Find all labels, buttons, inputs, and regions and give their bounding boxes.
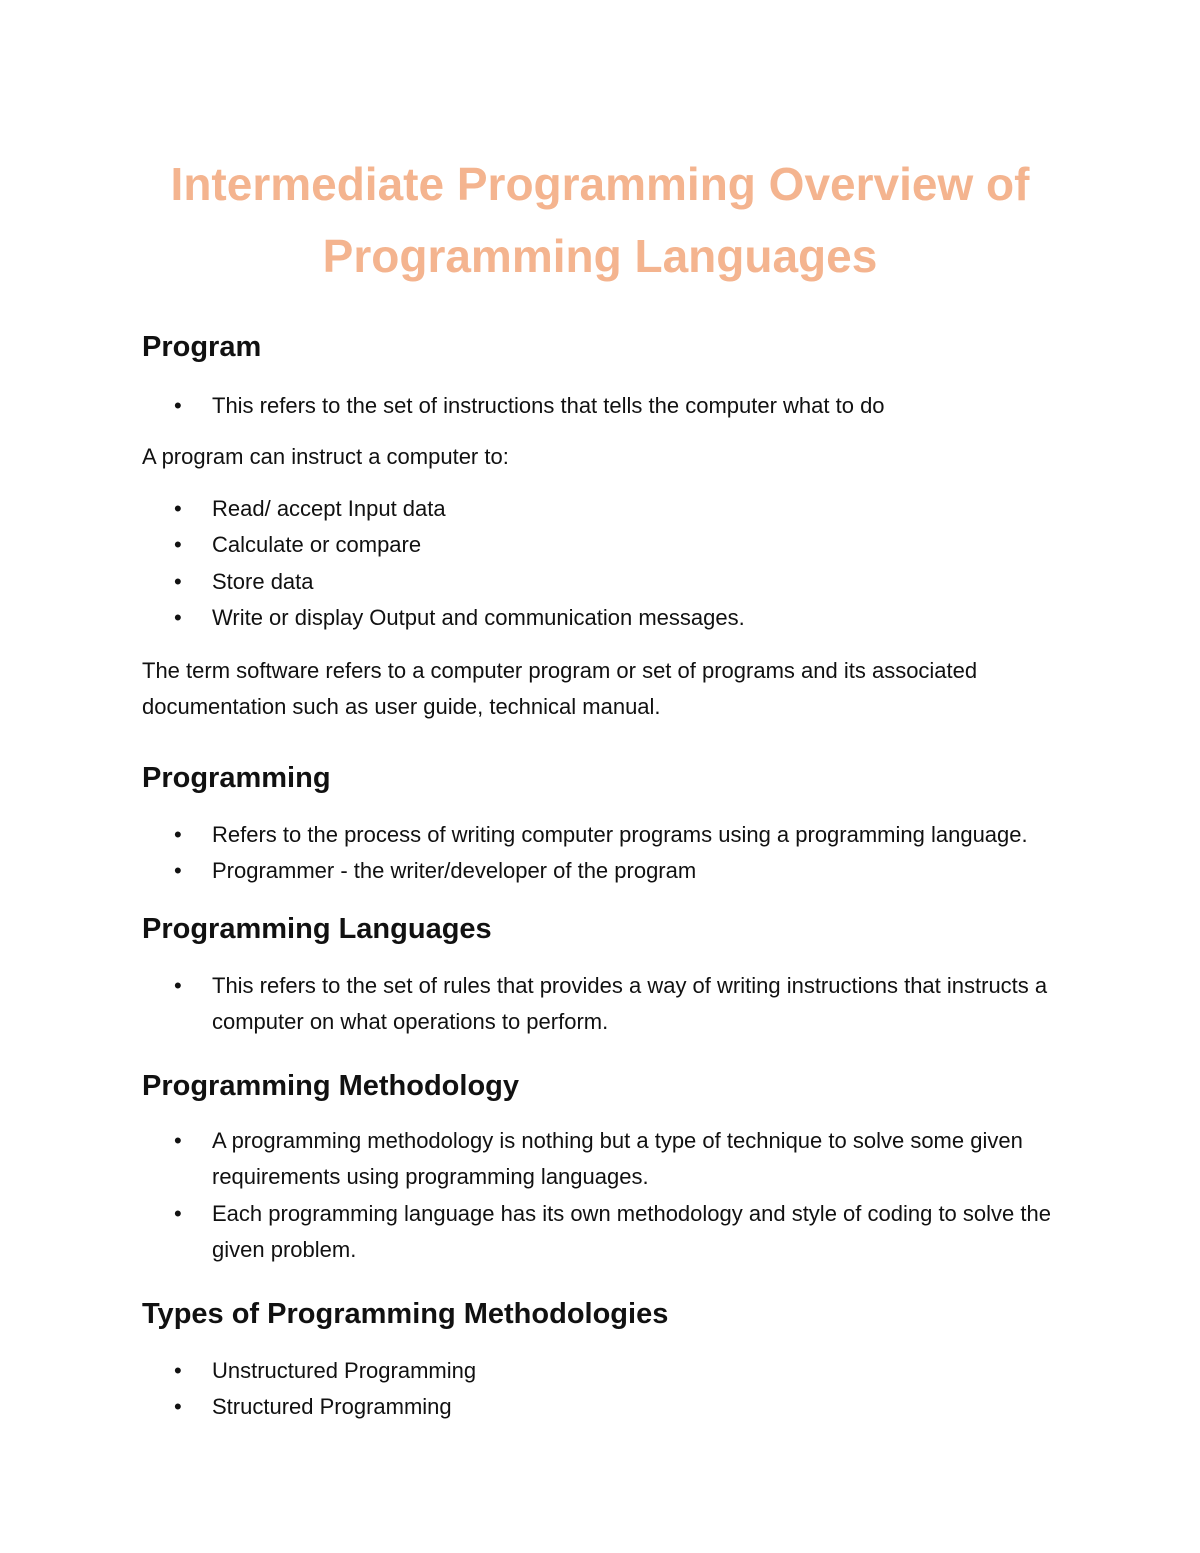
heading-types-of-methodologies: Types of Programming Methodologies xyxy=(142,1297,669,1330)
heading-programming: Programming xyxy=(142,761,331,794)
list-item: • Store data xyxy=(142,564,1058,601)
programming-list xyxy=(142,817,1058,890)
software-paragraph: The term software refers to a computer program or set of programs and its associated documentation such as user guide, technical manual. xyxy=(142,657,978,719)
program-definition-list xyxy=(142,388,1058,425)
document-title: Intermediate Programming Overview of Programming Languages xyxy=(170,158,1030,282)
list-item: • This refers to the set of instructions that tells the computer what to do xyxy=(142,388,1058,425)
list-item: • This refers to the set of rules that provides a way of writing instructions that instructs a computer on what operations to perform. xyxy=(142,968,1058,1041)
list-item: • Calculate or compare xyxy=(142,527,1058,564)
heading-programming-methodology: Programming Methodology xyxy=(142,1069,519,1102)
programming-languages-list xyxy=(142,968,1058,1041)
programming-methodology-list xyxy=(142,1123,1058,1269)
list-item: • Read/ accept Input data xyxy=(142,491,1058,528)
list-item: • A programming methodology is nothing but a type of technique to solve some given requirements using programming languages. xyxy=(142,1123,1058,1196)
list-item: • Structured Programming xyxy=(142,1389,1058,1426)
program-capabilities-list xyxy=(142,491,1058,637)
list-item: • Write or display Output and communication messages. xyxy=(142,600,1058,637)
list-item: • Refers to the process of writing computer programs using a programming language. xyxy=(142,817,1058,854)
list-item: • Unstructured Programming xyxy=(142,1353,1058,1390)
list-item: • Programmer - the writer/developer of the program xyxy=(142,853,1058,890)
heading-programming-languages: Programming Languages xyxy=(142,912,492,945)
heading-program: Program xyxy=(142,331,262,363)
methodology-types-list xyxy=(142,1353,1058,1426)
program-intro-paragraph: A program can instruct a computer to: xyxy=(142,443,509,469)
list-item: • Each programming language has its own methodology and style of coding to solve the given problem. xyxy=(142,1196,1058,1269)
